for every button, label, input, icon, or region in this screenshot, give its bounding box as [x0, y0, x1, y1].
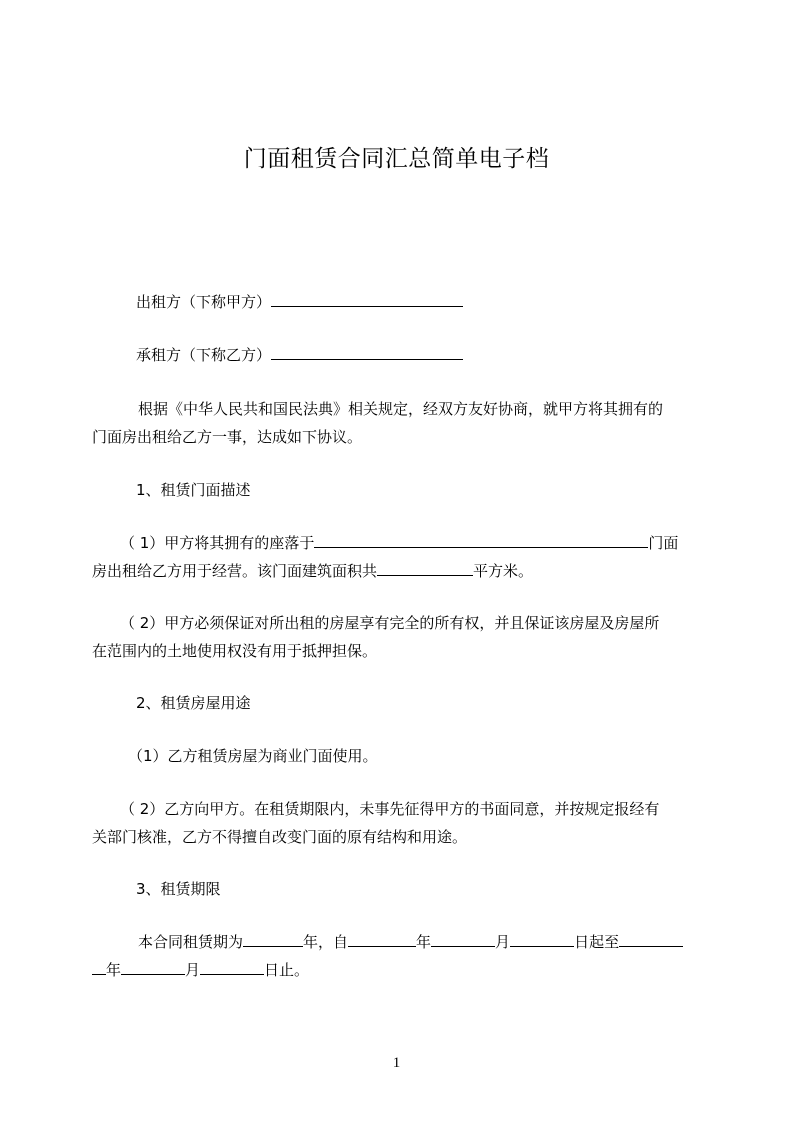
intro-line-1: 根据《中华人民共和国民法典》相关规定，经双方友好协商，就甲方将其拥有的 [138, 400, 664, 418]
lessor-blank [271, 292, 463, 307]
end-month-blank [121, 960, 185, 975]
item-1-1-line2-prefix: 房出租给乙方用于经营。该门面建筑面积共 [92, 562, 378, 580]
start-day-blank [510, 932, 574, 947]
area-blank [377, 561, 473, 576]
lessee-line [136, 345, 756, 365]
start-year-blank [348, 932, 416, 947]
intro-line-2: 门面房出租给乙方一事，达成如下协议。 [92, 428, 363, 446]
page-number: 1 [392, 1055, 401, 1071]
term-line2-a: 年 [106, 961, 122, 979]
item-2-2-line-1: （ 2）乙方向甲方。在租赁期限内，未事先征得甲方的书面同意，并按规定报经有 [120, 800, 660, 818]
end-day-blank [200, 960, 264, 975]
section-2-heading: 2、租赁房屋用途 [136, 694, 251, 712]
start-month-blank [431, 932, 495, 947]
item-2-2-line-2: 关部门核准，乙方不得擅自改变门面的原有结构和用途。 [92, 828, 468, 846]
term-line-2 [92, 960, 712, 980]
item-1-1-line-1 [120, 533, 740, 553]
term-line-1 [138, 932, 758, 952]
item-1-2-line-1: （ 2）甲方必须保证对所出租的房屋享有完全的所有权，并且保证该房屋及房屋所 [120, 614, 660, 632]
section-1-heading: 1、租赁门面描述 [136, 481, 251, 499]
lessor-line [136, 292, 756, 312]
term-line2-c: 日止。 [264, 961, 310, 979]
term-years-blank [243, 932, 303, 947]
end-year-blank-part-1 [619, 932, 683, 947]
item-1-1-line-2 [92, 561, 712, 581]
item-2-1: （1）乙方租赁房屋为商业门面使用。 [128, 747, 378, 765]
term-line1-b: 年，自 [303, 933, 349, 951]
location-blank [314, 533, 648, 548]
term-line2-b: 月 [185, 961, 201, 979]
document-title: 门面租赁合同汇总简单电子档 [243, 146, 550, 172]
lessor-label: 出租方（下称甲方） [136, 293, 272, 311]
lessee-blank [271, 345, 463, 360]
item-1-2-line-2: 在范围内的土地使用权没有用于抵押担保。 [92, 642, 378, 660]
item-1-1-line2-suffix: 平方米。 [473, 562, 534, 580]
term-line1-d: 月 [495, 933, 511, 951]
item-1-1-prefix: （ 1）甲方将其拥有的座落于 [120, 534, 315, 552]
end-year-blank-part-2 [92, 960, 106, 975]
term-line1-a: 本合同租赁期为 [138, 933, 244, 951]
lessee-label: 承租方（下称乙方） [136, 346, 272, 364]
section-3-heading: 3、租赁期限 [136, 880, 221, 898]
item-1-1-suffix: 门面 [648, 534, 679, 552]
term-line1-e: 日起至 [574, 933, 620, 951]
term-line1-c: 年 [416, 933, 432, 951]
